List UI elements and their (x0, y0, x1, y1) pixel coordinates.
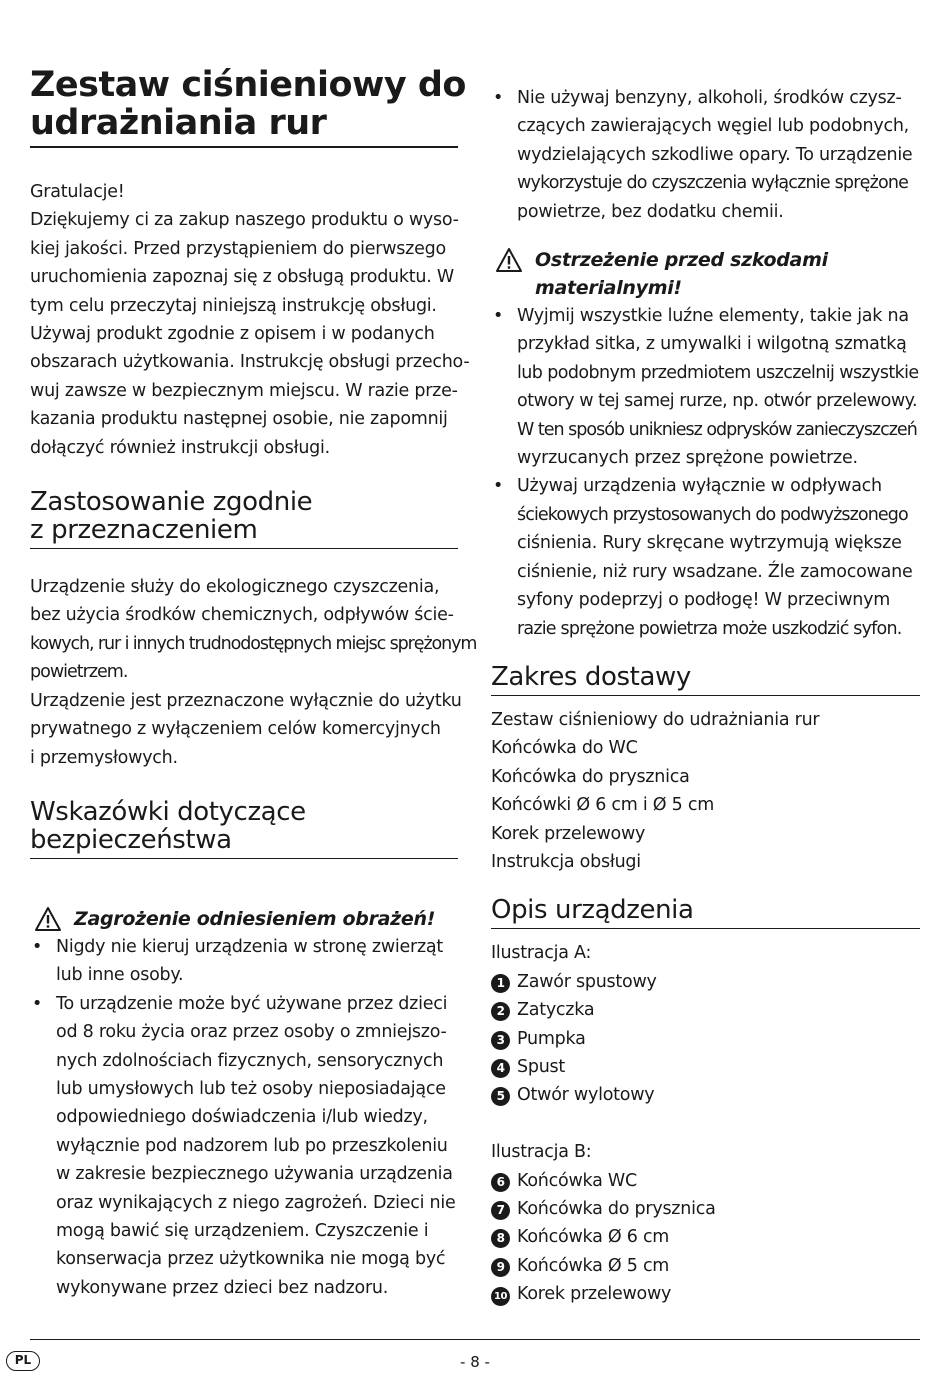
warning-text: materialnymi! (535, 277, 682, 300)
number-badge-icon: 5 (491, 1087, 510, 1106)
spacer (491, 1110, 920, 1138)
usage-line: prywatnego z wyłączeniem celów komercyjnych (30, 719, 441, 740)
bullet-line: odpowiedniego doświadczenia i/lub wiedzy, (56, 1107, 428, 1128)
bullet-line: wydzielających szkodliwe opary. To urządzenie (517, 144, 913, 165)
part-item (491, 968, 920, 996)
bullet-line: w zakresie bezpiecznego używania urządzenia (56, 1164, 453, 1185)
language-badge: PL (6, 1351, 40, 1371)
delivery-section-title: Zakres dostawy (491, 663, 920, 696)
intro-paragraph (30, 178, 470, 462)
bullet-line: lub inne osoby. (56, 965, 184, 986)
bullet-line: nych zdolnościach fizycznych, sensorycznych (56, 1050, 444, 1071)
section-title-line: Wskazówki dotyczące (30, 796, 306, 827)
section-title-line: z przeznaczeniem (30, 515, 258, 546)
part-label: Końcówka WC (517, 1170, 637, 1191)
bullet-line: lub podobnym przedmiotem uszczelnij wszystkie (517, 362, 919, 383)
part-label: Otwór wylotowy (517, 1085, 655, 1106)
page-title (30, 65, 466, 148)
part-label: Spust (517, 1056, 566, 1077)
part-label: Korek przelewowy (517, 1284, 672, 1305)
number-badge-icon: 8 (491, 1229, 510, 1248)
part-item (491, 1223, 920, 1251)
illustration-b-label: Ilustracja B: (491, 1142, 592, 1163)
part-item (491, 1081, 920, 1109)
part-item (491, 1053, 920, 1081)
footer-divider (30, 1339, 920, 1340)
number-badge-icon: 10 (491, 1287, 510, 1306)
number-badge-icon: 2 (491, 1002, 510, 1021)
part-label: Pumpka (517, 1028, 586, 1049)
warning-text: Ostrzeżenie przed szkodami (535, 249, 828, 272)
bullet-line: wyłącznie pod nadzorem lub po przeszkoleniu (56, 1135, 448, 1156)
bullet-line: Nie używaj benzyny, alkoholi, środków czysz- (517, 88, 902, 108)
intro-line: tym celu przeczytaj niniejszą instrukcję obsługi. (30, 295, 437, 316)
usage-line: bez użycia środków chemicznych, odpływów ście- (30, 605, 454, 626)
illustration-a-label: Ilustracja A: (491, 943, 592, 964)
intro-line: Używaj produkt zgodnie z opisem i w podanych (30, 324, 435, 345)
intro-line: wuj zawsze w bezpiecznym miejscu. W razie prze- (30, 380, 458, 401)
delivery-item: Końcówka do WC (491, 738, 638, 759)
bullet-icon: • (32, 993, 43, 1014)
warning-text: Zagrożenie odniesieniem obrażeń! (74, 907, 436, 930)
list-item (491, 84, 920, 226)
part-item (491, 1167, 920, 1195)
delivery-item: Końcówka do prysznica (491, 766, 690, 787)
bullet-line: wyrzucanych przez sprężone powietrze. (517, 448, 858, 469)
warning-triangle-icon (34, 906, 62, 932)
part-label: Końcówka do prysznica (517, 1198, 716, 1219)
bullet-line: ciśnienia. Rury skręcane wytrzymują większe (517, 533, 902, 554)
parts-list (491, 939, 920, 1308)
list-item (30, 990, 458, 1302)
bullet-line: wykorzystuje do czyszczenia wyłącznie sprężone (517, 173, 909, 194)
part-label: Końcówka Ø 6 cm (517, 1227, 670, 1248)
right-column (491, 84, 920, 1309)
intro-line: kazania produktu następnej osobie, nie zapomnij (30, 409, 448, 430)
intro-line: Gratulacje! (30, 182, 125, 202)
bullet-line: syfony podeprzyj o podłogę! W przeciwnym (517, 590, 891, 611)
delivery-item: Korek przelewowy (491, 823, 646, 844)
page-title-line: Zestaw ciśnieniowy do (30, 65, 466, 105)
bullet-icon: • (493, 476, 504, 497)
bullet-line: lub umysłowych lub też osoby nieposiadające (56, 1078, 446, 1099)
list-item (30, 933, 458, 990)
safety-bullet-list (30, 933, 458, 1302)
warning-triangle-icon (495, 247, 523, 273)
bullet-line: wykonywane przez dzieci bez nadzoru. (56, 1277, 389, 1298)
bullet-line: konserwacja przez użytkownika nie mogą być (56, 1249, 446, 1270)
usage-line: Urządzenie służy do ekologicznego czyszczenia, (30, 577, 440, 598)
bullet-line: Wyjmij wszystkie luźne elementy, takie jak na (517, 306, 909, 327)
bullet-line: od 8 roku życia oraz przez osoby o zmniejszo- (56, 1022, 447, 1043)
device-section-title: Opis urządzenia (491, 896, 920, 929)
bullet-line: powietrze, bez dodatku chemii. (517, 201, 784, 222)
bullet-line: oraz wynikających z niego zagrożeń. Dzieci nie (56, 1192, 456, 1213)
number-badge-icon: 4 (491, 1059, 510, 1078)
cleaning-bullet-list (491, 84, 920, 226)
section-title-line: Zastosowanie zgodnie (30, 487, 313, 518)
number-badge-icon: 9 (491, 1258, 510, 1277)
bullet-line: Używaj urządzenia wyłącznie w odpływach (517, 476, 882, 497)
section-title-line: bezpieczeństwa (30, 824, 232, 855)
bullet-line: W ten sposób unikniesz odprysków zanieczyszczeń (517, 419, 917, 440)
part-item (491, 1280, 920, 1308)
number-badge-icon: 7 (491, 1201, 510, 1220)
material-warning-heading (491, 246, 920, 302)
part-label: Zatyczka (517, 1000, 595, 1021)
intro-line: uruchomienia zapoznaj się z obsługą produktu. W (30, 267, 454, 288)
bullet-icon: • (32, 936, 43, 957)
bullet-line: mogą bawić się urządzeniem. Czyszczenie i (56, 1220, 429, 1241)
bullet-line: ciśnienie, niż rury wsadzane. Źle zamocowane (517, 561, 913, 582)
page-title-line: udrażniania rur (30, 103, 327, 143)
intro-line: obszarach użytkowania. Instrukcję obsługi przecho- (30, 352, 470, 373)
usage-line: powietrzem. (30, 662, 128, 683)
intro-line: dołączyć również instrukcji obsługi. (30, 437, 330, 458)
bullet-icon: • (493, 88, 504, 108)
part-item (491, 1025, 920, 1053)
bullet-line: ściekowych przystosowanych do podwyższonego (517, 504, 908, 525)
usage-line: kowych, rur i innych trudnodostępnych miejsc sprężonym (30, 633, 477, 654)
intro-line: kiej jakości. Przed przystąpieniem do pierwszego (30, 238, 446, 259)
bullet-icon: • (493, 306, 504, 327)
usage-section-title (30, 488, 458, 549)
safety-section-title (30, 798, 458, 859)
usage-line: i przemysłowych. (30, 747, 178, 768)
material-bullet-list (491, 302, 920, 643)
part-item (491, 1252, 920, 1280)
part-item (491, 996, 920, 1024)
list-item (491, 302, 920, 472)
number-badge-icon: 6 (491, 1173, 510, 1192)
usage-line: Urządzenie jest przeznaczone wyłącznie do użytku (30, 690, 462, 711)
usage-paragraph (30, 573, 477, 772)
part-item (491, 1195, 920, 1223)
part-label: Zawór spustowy (517, 971, 657, 992)
number-badge-icon: 3 (491, 1031, 510, 1050)
part-label: Końcówka Ø 5 cm (517, 1255, 670, 1276)
left-column (30, 60, 477, 1302)
delivery-item: Instrukcja obsługi (491, 851, 641, 872)
bullet-line: To urządzenie może być używane przez dzieci (56, 993, 448, 1014)
number-badge-icon: 1 (491, 974, 510, 993)
delivery-item: Zestaw ciśnieniowy do udrażniania rur (491, 709, 820, 730)
bullet-line: otwory w tej samej rurze, np. otwór przelewowy. (517, 391, 918, 412)
bullet-line: razie sprężone powietrza może uszkodzić syfon. (517, 618, 902, 639)
bullet-line: przykład sitka, z umywalki i wilgotną szmatką (517, 334, 907, 355)
delivery-item: Końcówki Ø 6 cm i Ø 5 cm (491, 795, 714, 816)
page-number: - 8 - (460, 1353, 490, 1371)
intro-line: Dziękujemy ci za zakup naszego produktu o wyso- (30, 210, 459, 231)
injury-warning-heading (30, 905, 458, 933)
bullet-line: Nigdy nie kieruj urządzenia w stronę zwierząt (56, 936, 443, 957)
delivery-list (491, 706, 920, 876)
list-item (491, 472, 920, 642)
bullet-line: czących zawierających węgiel lub podobnych, (517, 116, 909, 137)
